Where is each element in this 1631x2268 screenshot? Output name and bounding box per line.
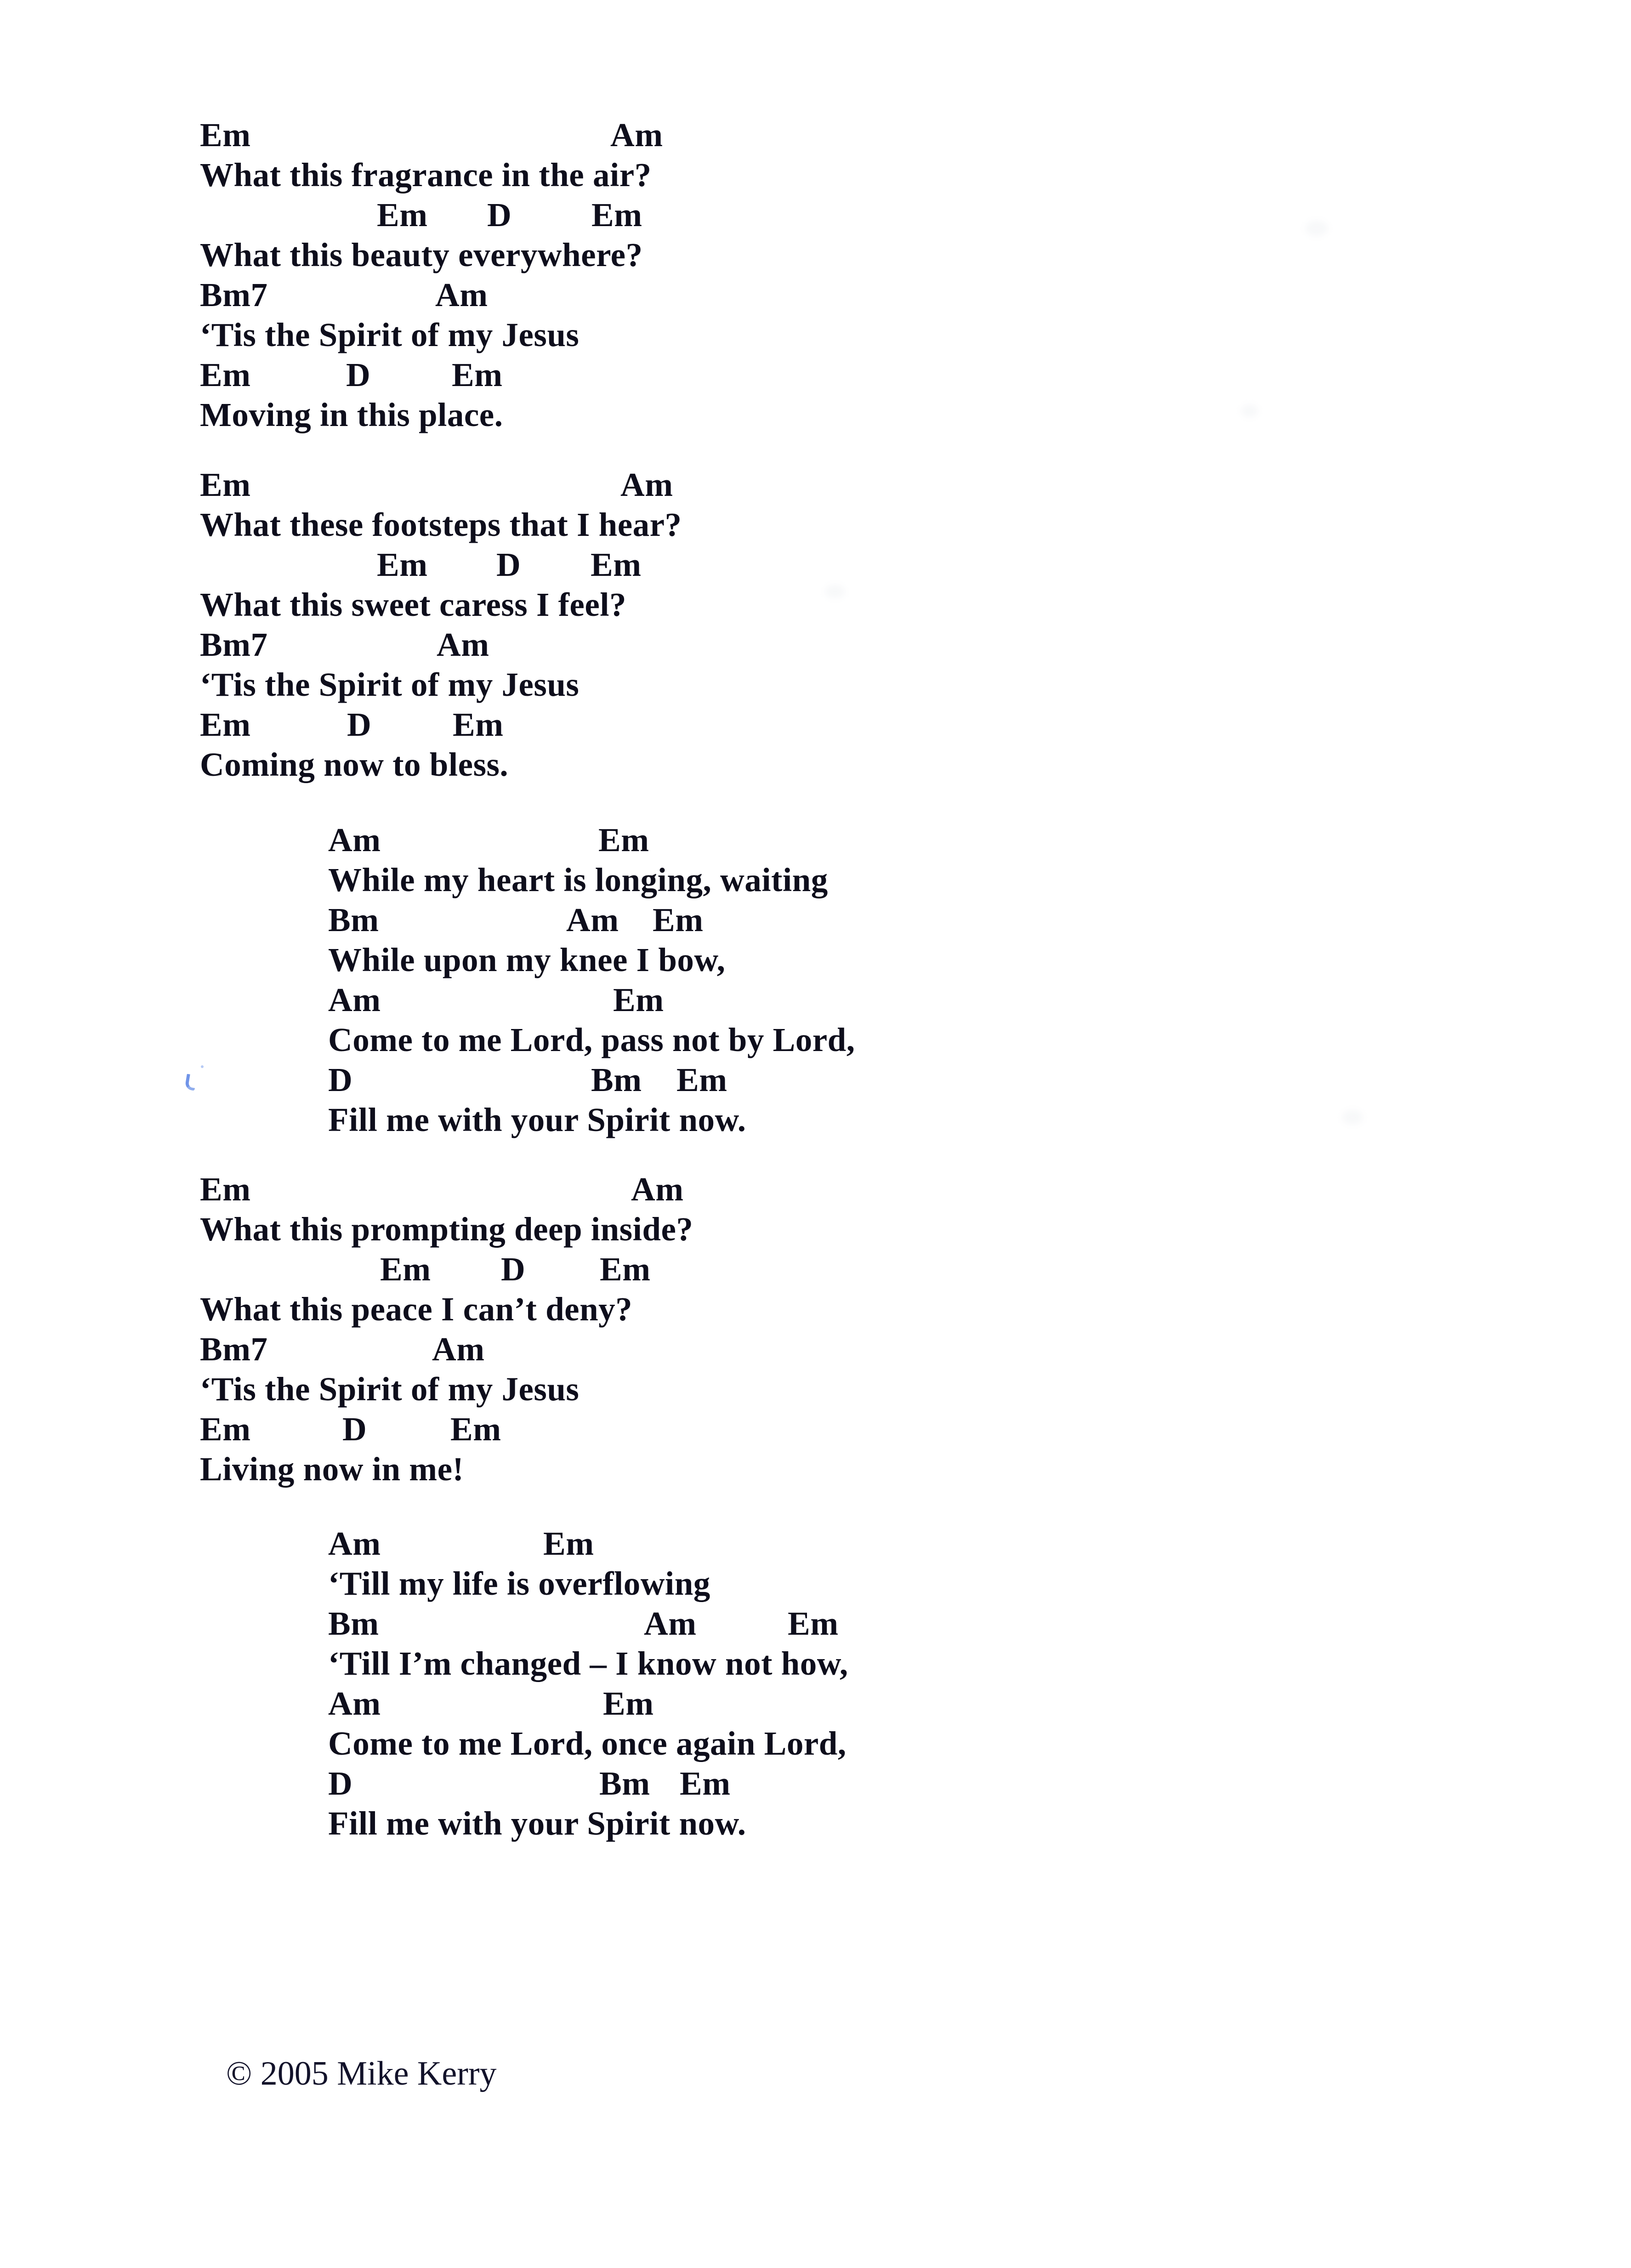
chord-em: Em [600, 1251, 651, 1288]
chord-em: Em [450, 1410, 501, 1448]
lyric-line: Fill me with your Spirit now. [328, 1805, 746, 1842]
chord-em: Em [200, 116, 251, 153]
lyric-line: ‘Tis the Spirit of my Jesus [200, 1370, 580, 1408]
chord-am: Am [328, 981, 381, 1018]
chord-em: Em [380, 1251, 431, 1288]
chord-line [200, 116, 663, 156]
lyric-line: What these footsteps that I hear? [200, 506, 682, 543]
lyric-line: Come to me Lord, pass not by Lord, [328, 1021, 855, 1058]
chord-em: Em [453, 706, 504, 743]
chord-d: D [328, 1061, 353, 1098]
blue-pen-scan-artifact [184, 1074, 197, 1091]
scan-smudge [1241, 404, 1258, 417]
chord-em: Em [676, 1061, 727, 1098]
lyric-line: ‘Tis the Spirit of my Jesus [200, 666, 580, 703]
chorus-2 [328, 1524, 848, 1844]
blue-pen-scan-artifact-dot [201, 1065, 204, 1068]
chord-line [200, 1250, 693, 1290]
chord-bm: Bm [328, 901, 379, 938]
chord-em: Em [200, 466, 251, 503]
chord-em: Em [598, 821, 649, 858]
chord-em: Em [653, 901, 704, 938]
verse-1 [200, 116, 663, 436]
chord-line [200, 1410, 693, 1450]
lyric-line: Moving in this place. [200, 396, 503, 433]
chord-em: Em [680, 1765, 731, 1802]
chord-em: Em [452, 356, 503, 393]
chord-line [200, 276, 652, 316]
chord-bm: Bm [591, 1061, 642, 1098]
chord-em: Em [377, 546, 428, 583]
chord-line [328, 821, 855, 861]
chord-line [200, 356, 652, 396]
chord-em: Em [613, 981, 664, 1018]
chord-am: Am [435, 276, 488, 313]
chord-am: Am [631, 1171, 684, 1208]
verse-3 [200, 1170, 693, 1490]
chord-em: Em [543, 1525, 594, 1562]
chord-bm7: Bm7 [200, 626, 268, 663]
lyric-line: ‘Till I’m changed – I know not how, [328, 1645, 848, 1682]
chord-line [328, 901, 855, 941]
chord-line [200, 1170, 693, 1210]
chord-em: Em [603, 1685, 654, 1722]
verse-2 [200, 466, 682, 785]
chord-bm7: Bm7 [200, 1330, 268, 1368]
chord-line [328, 1764, 848, 1804]
lyric-line: What this fragrance in the air? [200, 156, 652, 193]
chord-d: D [487, 196, 512, 233]
chord-am: Am [644, 1605, 697, 1642]
chord-am: Am [328, 1525, 381, 1562]
chord-line [328, 1061, 855, 1101]
chord-d: D [346, 356, 371, 393]
chord-line [328, 1684, 848, 1724]
chord-em: Em [200, 356, 251, 393]
lyric-line: ‘Tis the Spirit of my Jesus [200, 316, 580, 353]
chord-em: Em [591, 546, 642, 583]
chord-line [200, 705, 682, 745]
chord-am: Am [437, 626, 489, 663]
chord-line [200, 625, 682, 665]
chord-em: Em [200, 1410, 251, 1448]
copyright-line: © 2005 Mike Kerry [226, 2055, 497, 2092]
chord-d: D [328, 1765, 353, 1802]
chord-em: Em [591, 196, 642, 233]
chord-line [328, 1524, 848, 1564]
chord-am: Am [620, 466, 673, 503]
chord-am: Am [328, 821, 381, 858]
chord-am: Am [432, 1330, 485, 1368]
scan-smudge [825, 585, 845, 598]
chord-am: Am [610, 116, 663, 153]
chord-d: D [496, 546, 521, 583]
lyric-line: What this sweet caress I feel? [200, 586, 626, 623]
chord-am: Am [328, 1685, 381, 1722]
chord-em: Em [200, 1171, 251, 1208]
scan-smudge [1305, 221, 1328, 236]
chorus-1 [328, 821, 855, 1141]
chord-line [200, 546, 682, 585]
lyric-line: What this beauty everywhere? [200, 236, 643, 273]
chord-line [200, 1330, 693, 1370]
chord-bm: Bm [599, 1765, 650, 1802]
chord-line [200, 196, 652, 236]
chord-bm: Bm [328, 1605, 379, 1642]
chord-d: D [501, 1251, 526, 1288]
lyric-line: While my heart is longing, waiting [328, 861, 828, 898]
scan-smudge [1342, 1110, 1363, 1125]
chord-em: Em [377, 196, 428, 233]
chord-bm7: Bm7 [200, 276, 268, 313]
lyric-line: Come to me Lord, once again Lord, [328, 1725, 847, 1762]
lyric-line: What this prompting deep inside? [200, 1211, 693, 1248]
chord-d: D [347, 706, 372, 743]
chord-em: Em [788, 1605, 839, 1642]
chord-line [328, 981, 855, 1021]
chord-line [328, 1604, 848, 1644]
chord-d: D [342, 1410, 367, 1448]
lyric-line: Coming now to bless. [200, 746, 509, 783]
chord-em: Em [200, 706, 251, 743]
chord-am: Am [566, 901, 619, 938]
lyric-line: While upon my knee I bow, [328, 941, 726, 978]
lyric-line: Fill me with your Spirit now. [328, 1101, 746, 1138]
chord-line [200, 466, 682, 506]
lyric-line: What this peace I can’t deny? [200, 1290, 633, 1328]
lyric-line: Living now in me! [200, 1450, 464, 1488]
lyric-line: ‘Till my life is overflowing [328, 1565, 710, 1602]
